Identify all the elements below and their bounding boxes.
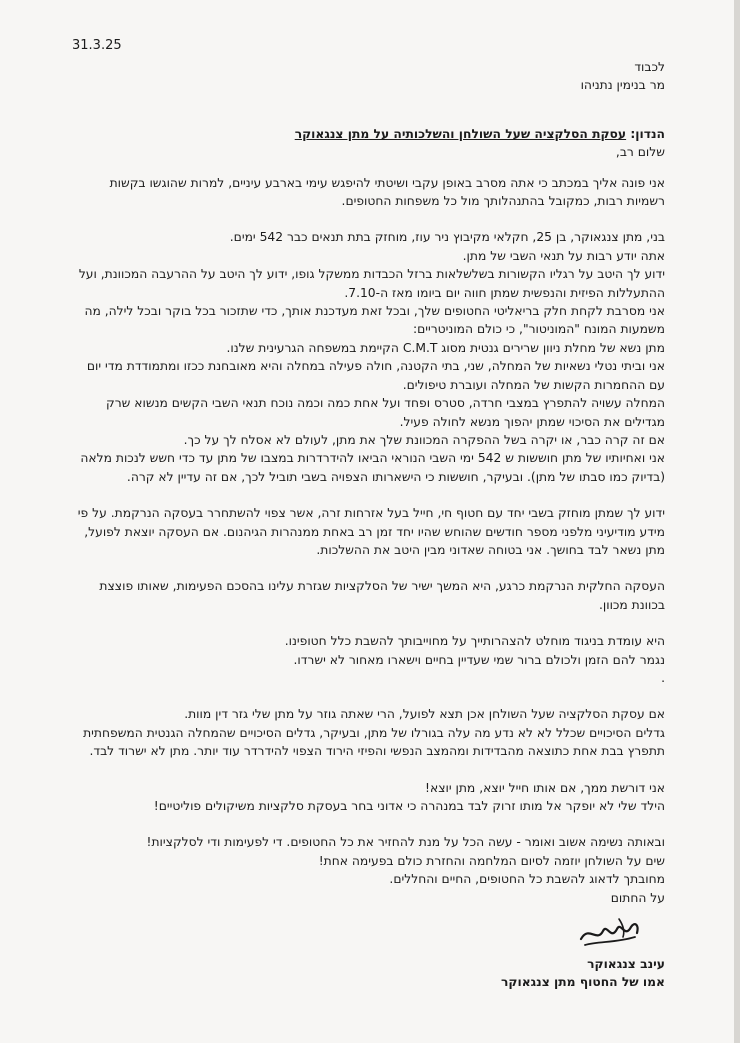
paragraph	[65, 577, 665, 614]
paragraph-line: בכוונת מכוון.	[598, 597, 665, 612]
paragraph-line: ההתעללות הפיזית והנפשית שמתן חווה יום ביומו מאז ה-7.10.	[344, 285, 665, 300]
paragraph-line: נגמר להם הזמן ולכולם ברור שמי שעדיין בחיים וישארו מאחור לא ישרדו.	[293, 652, 665, 667]
greeting: שלום רב,	[615, 145, 665, 160]
paragraph-line: אני מסרבת לקחת חלק בריאליטי החטופים שלך, ובכל זאת מעדכנת אותך, כדי שתזכור בכל בוקר ובכל לילה, מה	[84, 304, 665, 319]
paragraph	[65, 779, 665, 816]
subject-text: עסקת הסלקציה שעל השולחן והשלכותיה על מתן צנגאוקר	[294, 126, 627, 141]
paragraph-line: היא עומדת בניגוד מוחלט להצהרותייך על מחוייבותך להשבת כלל חטופינו.	[284, 634, 665, 649]
recipient-name: מר בנימין נתניהו	[580, 78, 665, 93]
paragraph-line: רשמיות רבות, כמקובל בהתנהלותך מול כל משפחות החטופים.	[341, 194, 665, 209]
paragraph-line: מגדילים את הסיכוי שמתן יהפוך מנשא לחולה פעיל.	[399, 414, 665, 429]
paragraph	[65, 228, 665, 486]
paragraph-line: אם זה קרה כבר, או יקרה בשל ההפקרה המכוונת שלך את מתן, לעולם לא אסלח לך על כך.	[183, 432, 665, 447]
signer-title: אמו של החטוף מתן צנגאוקר	[501, 975, 665, 990]
paragraph-line: המחלה עשויה להתפרץ במצבי חרדה, סטרס ופחד ועל אחת כמה וכמה נוכח תנאי השבי הקשים מנשוא שרק	[106, 396, 665, 411]
paragraph-line: .	[661, 670, 665, 685]
paragraph-line: אני דורשת ממך, אם אותו חייל יוצא, מתן יוצא!	[425, 780, 665, 795]
paragraph-line: מתן נשאר לבד בחושך. אני בטוחה שאדוני מבין היטב את ההשלכות.	[316, 542, 665, 557]
subject-label: הנדון:	[630, 126, 665, 141]
paragraph-line: אני פונה אליך במכתב כי אתה מסרב באופן עקבי ושיטתי להיפגש עימי בארבע עיניים, למרות שהוגשו בקשות	[109, 175, 665, 190]
paragraph-line: מתן נשא של מחלת ניוון שרירים גנטית מסוג C.M.T הקיימת במשפחה הגרעינית שלנו.	[226, 340, 665, 355]
paragraph-line: תתפרץ בבת אחת כתוצאה מהבדידות ומהמצב הנפשי והפיזי הירוד הצפוי להידרדר עוד יותר. מתן לא ישרוד לבד.	[89, 744, 665, 759]
paragraph-line: הילד שלי לא יופקר אל מותו זרוק לבד במנהרה כי אדוני בחר בעסקת סלקציות משיקולים פוליטיים!	[153, 799, 665, 813]
paragraph-line: אם עסקת הסלקציה שעל השולחן אכן תצא לפועל, הרי שאתה גוזר על מתן שלי גזר דין מוות.	[184, 707, 665, 722]
handwritten-signature	[575, 913, 645, 951]
letter-date: 31.3.25	[72, 38, 122, 53]
paragraph-line: אתה יודע רבות על תנאי השבי של מתן.	[462, 248, 665, 263]
letter-body	[65, 58, 665, 992]
paragraph	[65, 504, 665, 559]
paragraph	[65, 833, 665, 888]
paragraph	[65, 705, 665, 760]
paragraph-line: אני וביתי נטלי נשאיות של המחלה, שני, בתי הקטנה, חולה פעילה במחלה והיא מאובחנת ככזו ומתמודדת מדי יום	[86, 359, 665, 374]
paragraph-line: מחובתך לדאוג להשבת כל החטופים, החיים והחללים.	[389, 872, 665, 887]
paragraph-line: ובאותה נשימה אשוב ואומר - עשה הכל על מנת להחזיר את כל החטופים. די לפעימות ודי לסלקציות!	[146, 835, 665, 850]
paragraph-line: ידוע לך היטב על רגליו הקשורות בשלשלאות ברזל הכבדות ממשקל גופו, ידוע לך היטב על ההרעבה המכוונת, ועל	[78, 267, 665, 282]
paragraph-line: ידוע לך שמתן מוחזק בשבי יחד עם חטוף חי, חייל בעל אזרחות זרה, אשר צפוי להשתחרר בעסקה הנרקמת. על פי	[77, 506, 665, 521]
subject-line	[65, 125, 665, 143]
paragraphs	[65, 174, 665, 889]
paragraph-line: אני ואחיותיו של מתן חוששות ש 542 ימי השבי הנוראי הביאו להידרדרות במצבו של מתן עד כדי חשש לנכות מלאה	[80, 451, 665, 466]
closing-text: על החתום	[610, 890, 665, 905]
paragraph	[65, 632, 665, 687]
paragraph-line: (בדיוק כמו סבתו של מתן). ובעיקר, חוששות כי הישארותו הצפויה בשבי תוביל לכך, אם זה עדיין לא קרה.	[126, 469, 665, 484]
paragraph-line: שים על השולחן יוזמה לסיום המלחמה והחזרת כולם בפעימה אחת!	[318, 853, 665, 868]
paragraph-line: בני, מתן צנגאוקר, בן 25, חקלאי מקיבוץ ניר עוז, מוחזק בתת תנאים כבר 542 ימים.	[229, 230, 665, 245]
page-edge	[734, 0, 740, 1043]
paragraph-line: מידע מודיעיני מלפני מספר חודשים שהוחש שהיו יחד זמן רב באחת ממנהרות הגיהנום. אם העסקה יוצאת לפועל,	[84, 524, 665, 539]
paragraph-line: העסקה החלקית הנרקמת כרגע, היא המשך ישיר של הסלקציות שגזרת עלינו בהסכם הפעימות, שאותו פוצצת	[99, 579, 665, 594]
paragraph-line: עם ההחמרות הקשות של המחלה ועוברת טיפולים.	[402, 377, 665, 392]
paragraph	[65, 174, 665, 211]
paragraph-line: משמעות המונח "המוניטור", כי כולם המוניטריים:	[412, 322, 665, 337]
signer-name: עינב צנגאוקר	[587, 957, 665, 972]
paragraph-line: גדלים הסיכויים שכלל לא לא נדע מה עלה בגורלו של מתן, ובעיקר, גדלים הסיכויים שהמחלה הגנטית המשפחתית	[83, 725, 665, 740]
recipient-honorific: לכבוד	[634, 60, 665, 74]
